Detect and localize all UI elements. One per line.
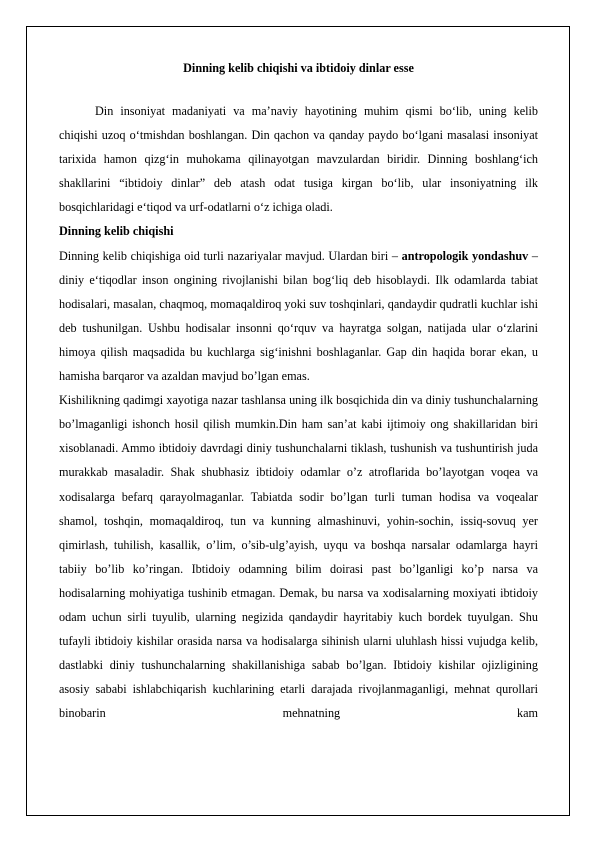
document-body xyxy=(59,58,538,725)
intro-paragraph: Din insoniyat madaniyati va ma’naviy hayotining muhim qismi bo‘lib, uning kelib chiqishi uzoq o‘tmishdan boshlangan. Din qachon va qanday paydo bo‘lgani masalasi insoniyat tarixida hamon qizg‘in muhokama qilinayotgan mavzulardan biridir. Dinning boshlang‘ich shakllarini “ibtidoiy dinlar” deb atash odat tusiga kirgan bo‘lib, ular insoniyatning ilk bosqichlaridagi e‘tiqod va urf-odatlarni o‘z ichiga oladi. xyxy=(59,104,538,215)
section-heading: Dinning kelib chiqishi xyxy=(59,224,174,239)
theories-paragraph xyxy=(59,244,538,389)
primitive-society-paragraph: Kishilikning qadimgi xayotiga nazar tashlansa uning ilk bosqichida din va diniy tushunchalarning bo’lmaganligi ishonch hosil qilish mumkin.Din ham san’at kabi ijtimoiy ong shakillaridan biri xisoblanadi. Ammo ibtidoiy davrdagi diniy tushunchalarni tiklash, tushunish va tushuntirish juda murakkab masaladir. Shak shubhasiz ibtidoiy odamlar o’z atroflarida bo’layotgan voqea va xodisalarga befarq qarayolmaganlar. Tabiatda sodir bo’lgan turli tuman hodisa va voqealar shamol, toshqin, momaqaldiroq, tun va kunning almashinuvi, yohin-sochin, issiq-sovuq yer qimirlash, tuhilish, kasallik, o’lim, o’sib-ulg’ayish, uyqu va boshqa narsalar odamlarga hayri tabiiy bo’lib ko’ringan. Ibtidoiy odamning bilim doirasi past bo’lganligi ko’p narsa va hodisalarning mohiyatiga tushinib etmagan. Demak, bu narsa va xodisalarning moxiyati ibtidoiy odam uchun sirli tuyulib, ularning negizida qandaydir hayritabiy kuch bordek tuyulgan. Shu tufayli ibtidoiy kishilar orasida narsa va hodisalarga sihinish ularni uluhlash hissi vujudga kelib, dastlabki diniy tushunchalarning shakillanishiga sabab bo’lgan. Ibtidoiy kishilar ojizligining asosiy sababi ishlabchiqarish kuchlarining etarli darajada rivojlanmaganligi, mehnat qurollari binobarin mehnatning kam xyxy=(59,393,538,721)
anthropological-approach-term: antropologik yondashuv xyxy=(401,248,529,263)
document-title: Dinning kelib chiqishi va ibtidoiy dinlar esse xyxy=(183,61,414,75)
theories-paragraph-start: Dinning kelib chiqishiga oid turli nazariyalar mavjud. Ulardan biri – xyxy=(59,248,402,263)
theories-paragraph-rest: – diniy e‘tiqodlar inson ongining rivojlanishi bilan bog‘liq deb hisoblaydi. Ilk odamlarda tabiat hodisalari, masalan, chaqmoq, momaqaldiroq yoki suv toshqinlari, qandaydir qudratli kuchlar ishi deb tushunilgan. Ushbu hodisalar insonni qo‘rquv va hayratga solgan, natijada ular o‘zlarini himoya qilish maqsadida bu kuchlarga sig‘inishni boshlaganlar. Gap din haqida borar ekan, u hamisha barqaror va azaldan mavjud bo’lgan emas. xyxy=(59,248,539,384)
